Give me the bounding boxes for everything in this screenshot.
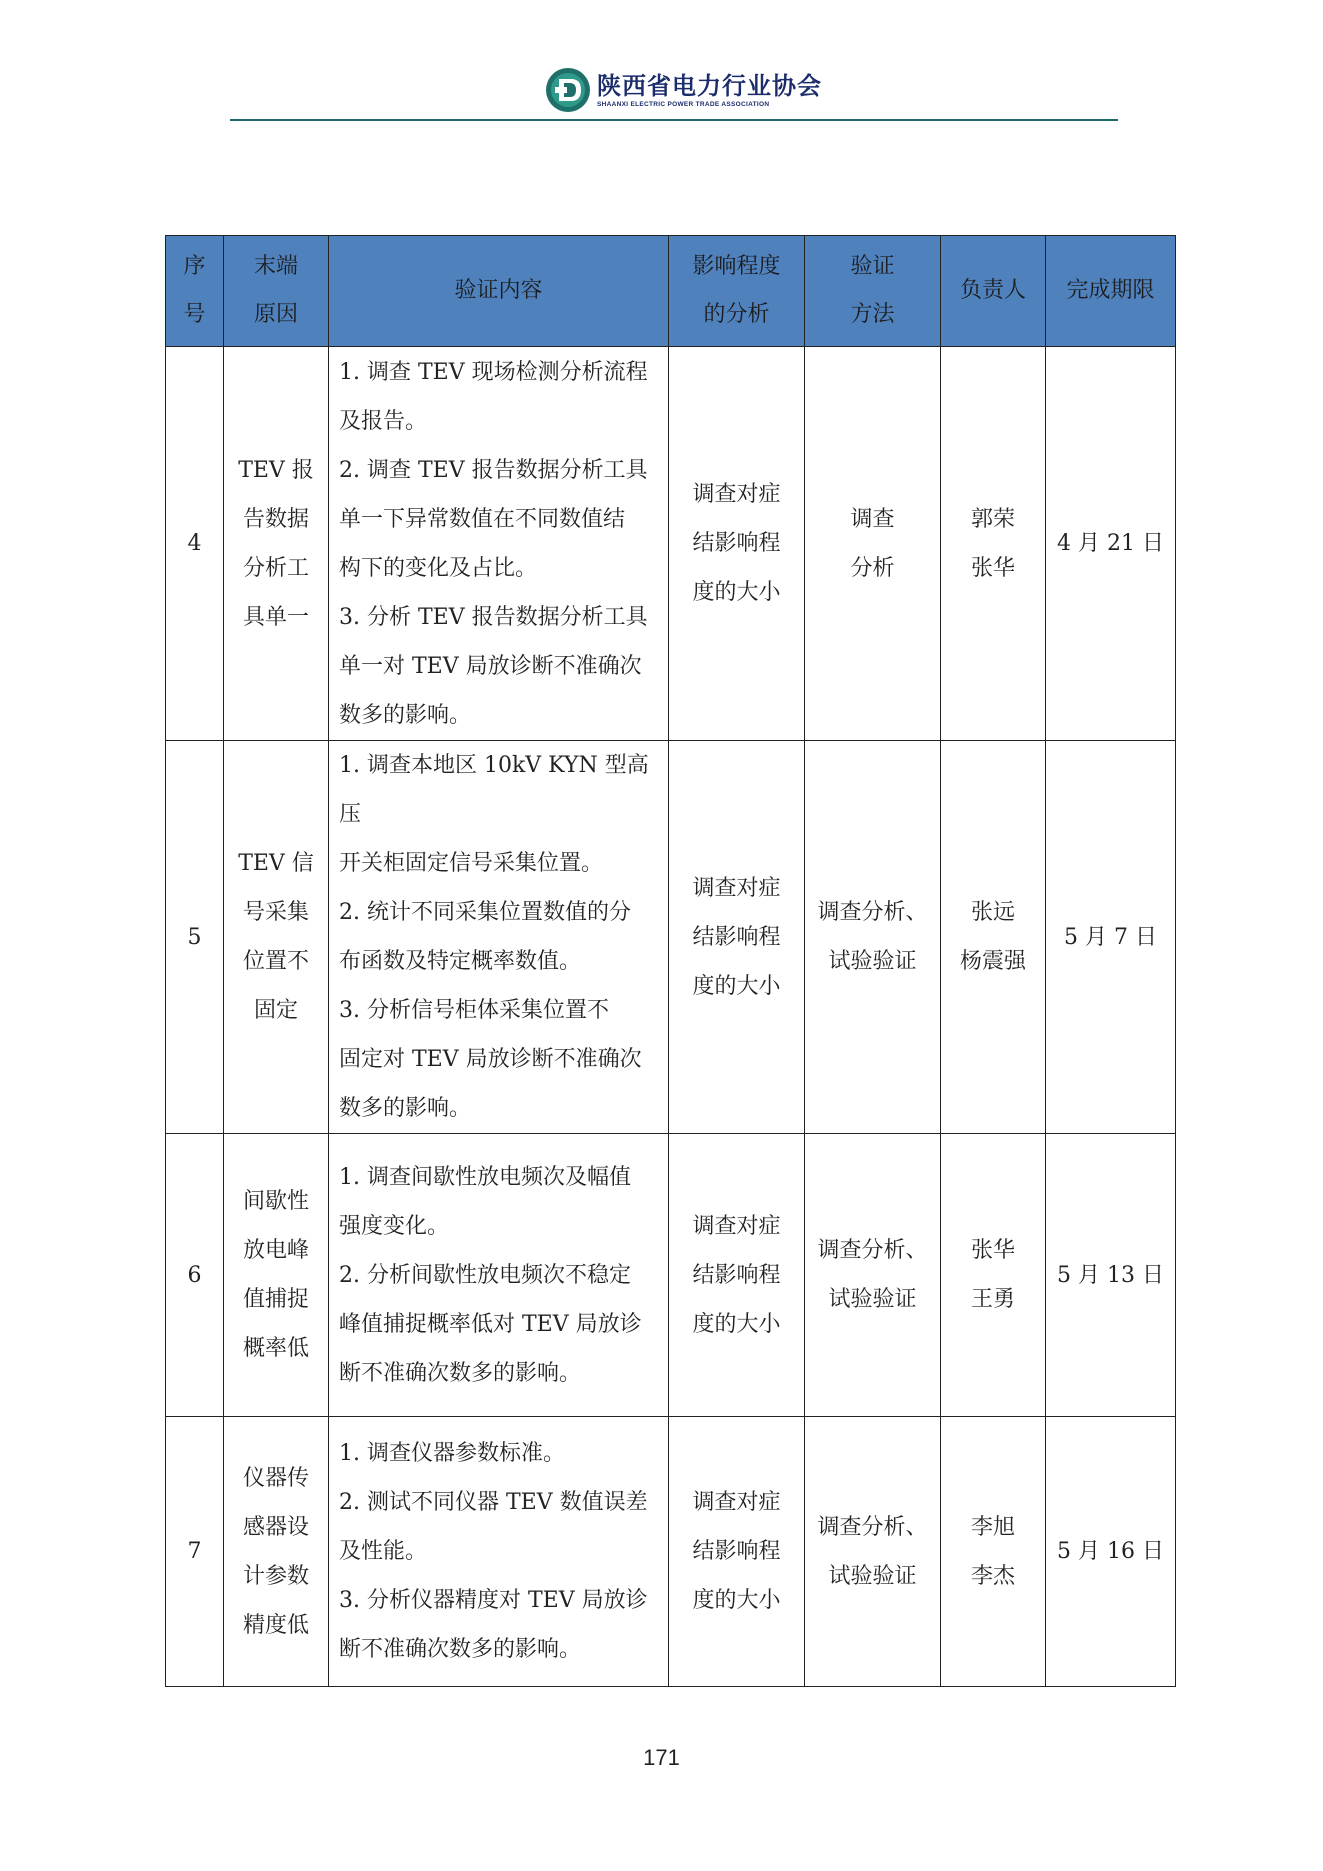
header-content xyxy=(329,236,669,347)
header-seq xyxy=(166,236,224,347)
cell-seq: 5 xyxy=(166,741,224,1134)
text-line: 2. 测试不同仪器 TEV 数值误差 xyxy=(339,1490,648,1515)
cell-content xyxy=(329,1417,669,1687)
cell-method xyxy=(805,1134,941,1417)
text-line: 值捕捉 xyxy=(242,1287,309,1312)
text-line: 调查分析、 xyxy=(817,900,928,925)
text-line: 分析工 xyxy=(242,555,309,581)
text-line: 强度变化。 xyxy=(339,1213,450,1239)
text-line: 结影响程 xyxy=(692,1539,781,1564)
text-line: 位置不 xyxy=(242,949,309,974)
text-line: 杨震强 xyxy=(959,949,1026,974)
cell-owner xyxy=(941,1417,1046,1687)
cell-seq: 7 xyxy=(166,1417,224,1687)
text-line: 2. 分析间歇性放电频次不稳定 xyxy=(339,1262,631,1288)
text-line: 调查分析、 xyxy=(817,1514,928,1540)
text-line: 方法 xyxy=(850,302,895,327)
header-deadline xyxy=(1046,236,1176,347)
text-line: 调查 xyxy=(850,506,895,532)
text-line: 张华 xyxy=(970,555,1015,581)
cell-impact xyxy=(669,347,805,741)
text-line: 结影响程 xyxy=(692,531,781,556)
text-line: 单一下异常数值在不同数值结 xyxy=(339,506,626,532)
text-line: 试验验证 xyxy=(828,1287,917,1312)
text-line: 验证内容 xyxy=(454,278,543,303)
page-number: 171 xyxy=(643,1745,680,1770)
text-line: 单一对 TEV 局放诊断不准确次 xyxy=(339,653,642,679)
text-line: 具单一 xyxy=(242,604,309,630)
cell-deadline: 5 月 16 日 xyxy=(1046,1417,1176,1687)
text-line: 度的大小 xyxy=(692,580,781,605)
text-line: 调查对症 xyxy=(692,482,781,507)
text-line: 王勇 xyxy=(970,1287,1015,1312)
table-header-row xyxy=(166,236,1176,347)
text-line: 2. 调查 TEV 报告数据分析工具 xyxy=(339,457,648,483)
text-line: 结影响程 xyxy=(692,1262,781,1288)
text-line: 布函数及特定概率数值。 xyxy=(339,949,582,974)
text-line: 固定 xyxy=(253,998,298,1023)
cell-method xyxy=(805,741,941,1134)
text-line: 验证 xyxy=(850,254,895,279)
text-line: 负责人 xyxy=(959,278,1026,303)
text-line: 度的大小 xyxy=(692,1588,781,1613)
text-line: 度的大小 xyxy=(692,973,781,999)
verification-table xyxy=(165,235,1176,1687)
org-name-cn: 陕西省电力行业协会 xyxy=(597,71,822,100)
association-logo xyxy=(545,66,822,114)
header-method xyxy=(805,236,941,347)
text-line: 3. 分析仪器精度对 TEV 局放诊 xyxy=(339,1588,648,1613)
text-line: 张远 xyxy=(970,900,1015,925)
header-cause xyxy=(224,236,329,347)
cell-impact xyxy=(669,741,805,1134)
header-owner xyxy=(941,236,1046,347)
table-row xyxy=(166,741,1176,1134)
cell-content xyxy=(329,347,669,741)
cell-content xyxy=(329,1134,669,1417)
cell-content xyxy=(329,741,669,1134)
text-line: 3. 分析信号柜体采集位置不 xyxy=(339,998,609,1023)
text-line: 分析 xyxy=(850,555,895,581)
text-line: TEV 报 xyxy=(238,457,314,483)
table-row xyxy=(166,1417,1176,1687)
text-line: 仪器传 xyxy=(242,1465,309,1491)
text-line: 及性能。 xyxy=(339,1539,428,1564)
text-line: 张华 xyxy=(970,1238,1015,1263)
cell-cause xyxy=(224,347,329,741)
cell-cause xyxy=(224,1417,329,1687)
text-line: 1. 调查仪器参数标准。 xyxy=(339,1441,565,1466)
text-line: 李杰 xyxy=(970,1563,1015,1589)
text-line: 号 xyxy=(183,302,206,327)
cell-owner xyxy=(941,1134,1046,1417)
table-row xyxy=(166,347,1176,741)
text-line: 调查分析、 xyxy=(817,1238,928,1263)
text-line: 断不准确次数多的影响。 xyxy=(339,1360,582,1386)
text-line: 放电峰 xyxy=(242,1238,309,1263)
text-line: 计参数 xyxy=(242,1563,309,1589)
text-line: 号采集 xyxy=(242,900,309,925)
cell-seq: 6 xyxy=(166,1134,224,1417)
cell-owner xyxy=(941,741,1046,1134)
text-line: 试验验证 xyxy=(828,949,917,974)
cell-seq: 4 xyxy=(166,347,224,741)
text-line: 1. 调查 TEV 现场检测分析流程 xyxy=(339,359,648,385)
page-header xyxy=(0,0,1323,125)
cell-deadline: 4 月 21 日 xyxy=(1046,347,1176,741)
text-line: 断不准确次数多的影响。 xyxy=(339,1637,582,1662)
text-line: 2. 统计不同采集位置数值的分 xyxy=(339,900,631,925)
header-impact xyxy=(669,236,805,347)
text-line: 1. 调查间歇性放电频次及幅值 xyxy=(339,1164,631,1190)
table-row xyxy=(166,1134,1176,1417)
text-line: 峰值捕捉概率低对 TEV 局放诊 xyxy=(339,1311,642,1337)
cell-cause xyxy=(224,1134,329,1417)
cell-deadline: 5 月 13 日 xyxy=(1046,1134,1176,1417)
text-line: 固定对 TEV 局放诊断不准确次 xyxy=(339,1047,642,1072)
text-line: 结影响程 xyxy=(692,924,781,950)
association-logo-icon xyxy=(545,67,591,113)
cell-method xyxy=(805,347,941,741)
text-line: 数多的影响。 xyxy=(339,702,472,728)
text-line: 构下的变化及占比。 xyxy=(339,555,538,581)
text-line: 影响程度 xyxy=(692,254,781,279)
text-line: 数多的影响。 xyxy=(339,1096,472,1121)
text-line: 间歇性 xyxy=(242,1189,309,1214)
header-divider xyxy=(230,119,1118,121)
text-line: 度的大小 xyxy=(692,1311,781,1337)
cell-owner xyxy=(941,347,1046,741)
text-line: 开关柜固定信号采集位置。 xyxy=(339,851,604,876)
text-line: 序 xyxy=(183,254,206,279)
text-line: 及报告。 xyxy=(339,408,428,434)
cell-deadline: 5 月 7 日 xyxy=(1046,741,1176,1134)
org-name-en: SHAANXI ELECTRIC POWER TRADE ASSOCIATION xyxy=(597,100,770,108)
text-line: 试验验证 xyxy=(828,1563,917,1589)
text-line: 告数据 xyxy=(242,506,309,532)
text-line: 原因 xyxy=(253,302,298,327)
cell-cause xyxy=(224,741,329,1134)
cell-method xyxy=(805,1417,941,1687)
text-line: 调查对症 xyxy=(692,1490,781,1515)
text-line: 李旭 xyxy=(970,1514,1015,1540)
text-line: 感器设 xyxy=(242,1514,309,1540)
text-line: 调查对症 xyxy=(692,875,781,901)
text-line: 末端 xyxy=(253,254,298,279)
text-line: 完成期限 xyxy=(1066,278,1155,303)
text-line: 调查对症 xyxy=(692,1213,781,1239)
cell-impact xyxy=(669,1417,805,1687)
text-line: 1. 调查本地区 10kV KYN 型高压 xyxy=(339,753,649,827)
cell-impact xyxy=(669,1134,805,1417)
text-line: 概率低 xyxy=(242,1336,309,1361)
text-line: 3. 分析 TEV 报告数据分析工具 xyxy=(339,604,648,630)
text-line: 的分析 xyxy=(703,302,770,327)
text-line: 精度低 xyxy=(242,1612,309,1638)
text-line: 郭荣 xyxy=(970,506,1015,532)
text-line: TEV 信 xyxy=(238,851,314,876)
